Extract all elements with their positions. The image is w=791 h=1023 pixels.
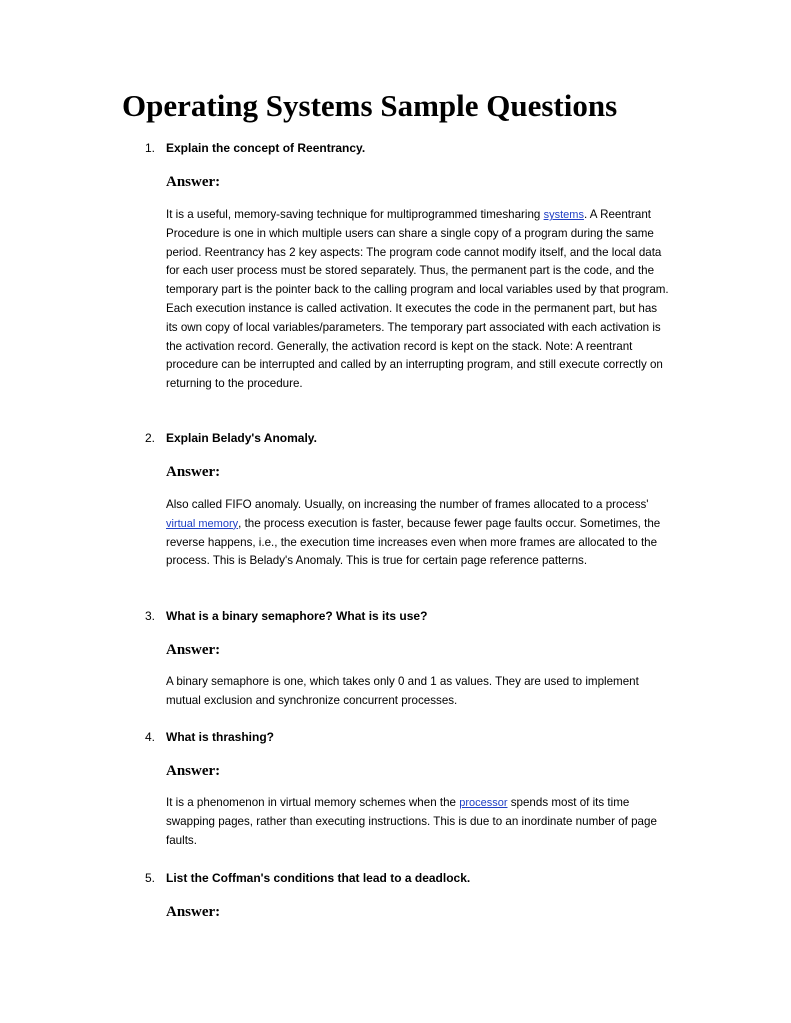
question-number: 5. [145, 871, 156, 885]
question-2 [145, 429, 317, 447]
answer-text: , the process execution is faster, because fewer page faults occur. Sometimes, the reverse happens, i.e., the execution time increases even when more frames are allocated to the process. This is Belady's Anomaly. This is true for certain page reference patterns. [166, 516, 661, 568]
answer-text: spends most of its time swapping pages, rather than executing instructions. This is due to an inordinate number of page faults. [166, 796, 657, 847]
question-number: 3. [145, 609, 156, 623]
answer-body [166, 496, 671, 571]
question-1 [145, 139, 365, 157]
link-systems[interactable]: systems [543, 209, 584, 221]
answer-text: It is a phenomenon in virtual memory schemes when the [166, 796, 460, 809]
question-5 [145, 869, 470, 887]
answer-body: A binary semaphore is one, which takes only 0 and 1 as values. They are used to implement mutual exclusion and synchronize concurrent processes. [166, 675, 639, 707]
question-4 [145, 728, 274, 746]
question-text: List the Coffman's conditions that lead to a deadlock. [166, 871, 471, 885]
question-text: Explain the concept of Reentrancy. [166, 141, 366, 155]
question-3 [145, 607, 427, 625]
answer-body [166, 794, 671, 850]
answer-label: Answer: [166, 642, 221, 658]
answer-text: . A Reentrant Procedure is one in which multiple users can share a single copy of a program during the same period. Reentrancy has 2 key aspects: The program code cannot modify itself, and the local data for each user process must be stored separately. Thus, the permanent part is the code, and the temporary part is the pointer back to the calling program and local variables used by that program. Each execution instance is called activation. It executes the code in the permanent part, but has its own copy of local variables/parameters. The temporary part associated with each activation is the activation record. Generally, the activation record is kept on the stack. Note: A reentrant procedure can be interrupted and called by an interrupting program, and still execute correctly on returning to the procedure. [166, 208, 669, 391]
answer-label: Answer: [166, 904, 221, 920]
answer-label: Answer: [166, 763, 221, 779]
question-number: 4. [145, 730, 156, 744]
answer-label: Answer: [166, 174, 221, 190]
question-number: 2. [145, 431, 156, 445]
answer-text: Also called FIFO anomaly. Usually, on increasing the number of frames allocated to a process' [166, 498, 649, 511]
link-processor[interactable]: processor [459, 797, 508, 809]
question-text: What is thrashing? [166, 730, 274, 744]
link-virtual-memory[interactable]: virtual memory [166, 517, 239, 530]
answer-text: It is a useful, memory-saving technique for multiprogrammed timesharing [166, 208, 544, 221]
question-text: Explain Belady's Anomaly. [166, 431, 317, 445]
answer-label: Answer: [166, 464, 221, 480]
answer-body [166, 206, 671, 394]
question-number: 1. [145, 141, 156, 155]
question-text: What is a binary semaphore? What is its use? [166, 609, 428, 623]
page-title: Operating Systems Sample Questions [122, 88, 618, 123]
